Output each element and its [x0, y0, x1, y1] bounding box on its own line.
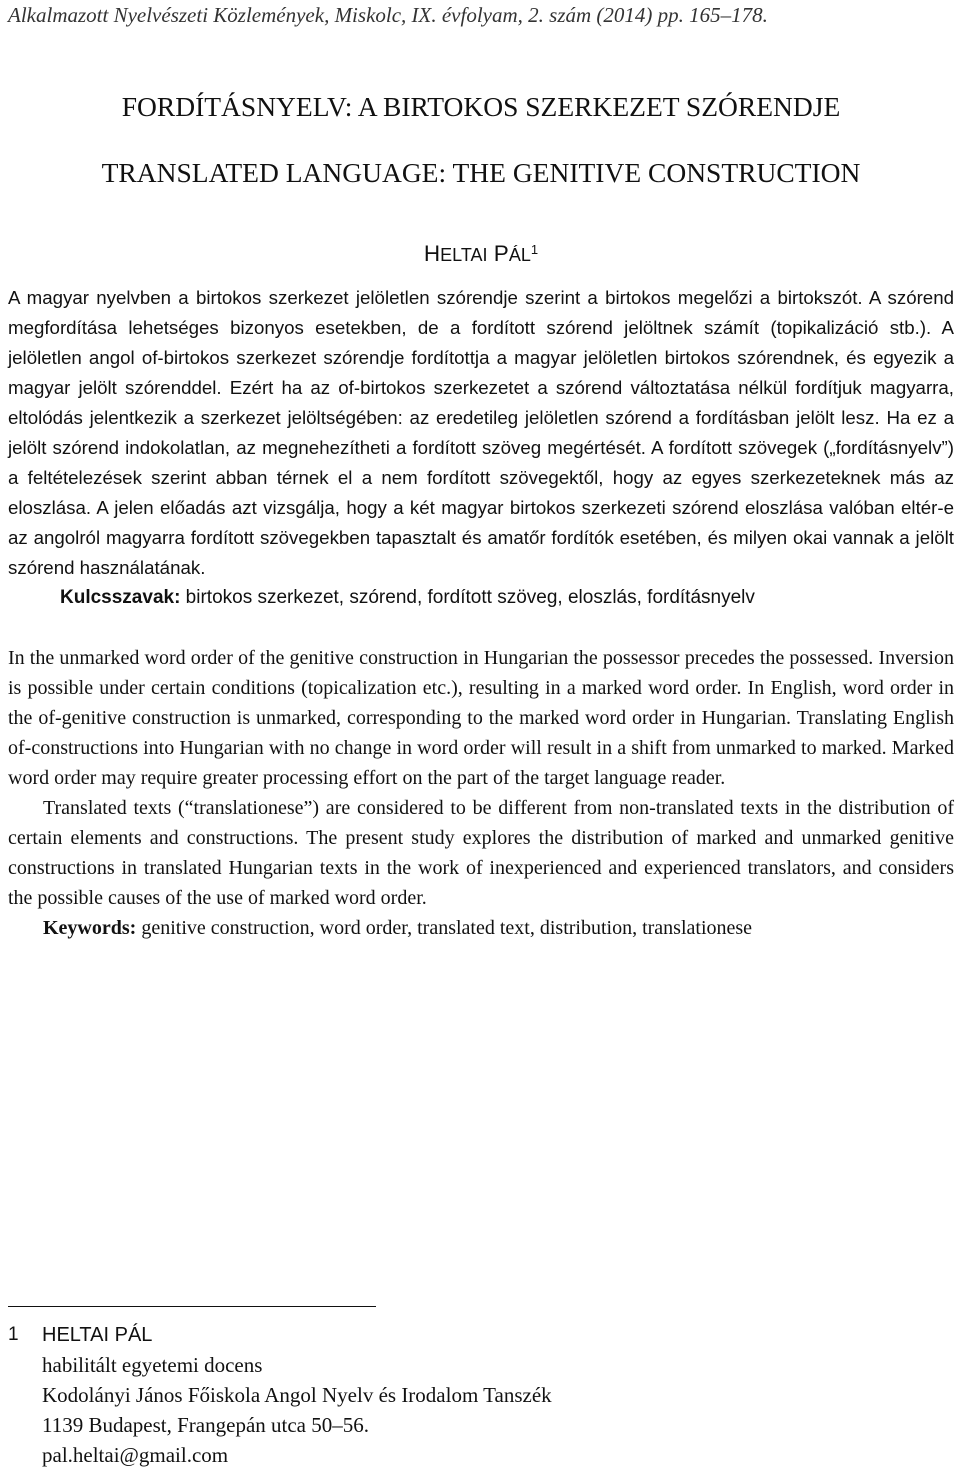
title-hungarian: FORDÍTÁSNYELV: A BIRTOKOS SZERKEZET SZÓRENDJE — [121, 91, 841, 122]
author-surname-initial: H — [423, 241, 441, 266]
footnote-divider — [8, 1306, 376, 1307]
footnote-email: pal.heltai@gmail.com — [42, 1443, 229, 1467]
abstract-english-paragraph-2: Translated texts (“translationese”) are considered to be different from non-translated texts in the distribution of certain elements and constructions. The present study explores the distribution of marked and unmarked genitive constructions in translated Hungarian texts in the work of inexperienced and experienced translators, and considers the possible causes of the use of marked word order. — [8, 797, 954, 909]
author-footnote-ref: 1 — [530, 242, 539, 257]
footnote-mark: 1 — [8, 1324, 19, 1345]
author-line — [8, 240, 954, 269]
title-english: TRANSLATED LANGUAGE: THE GENITIVE CONSTRUCTION — [101, 157, 861, 188]
footnote-author-name: HELTAI PÁL — [42, 1324, 153, 1346]
keywords-english — [8, 913, 954, 943]
keywords-english-label: Keywords: — [43, 917, 137, 939]
footnote-position: habilitált egyetemi docens — [42, 1353, 263, 1377]
abstract-english-paragraph-1: In the unmarked word order of the genitive construction in Hungarian the possessor precedes the possessed. Inversion is possible under certain conditions (topicalization etc.), resulting in a marked word order. In English, word order in the of-genitive construction is unmarked, corresponding to the marked word order in Hungarian. Translating English of-constructions into Hungarian with no change in word order will result in a shift from unmarked to marked. Marked word order may require greater processing effort on the part of the target language reader. — [8, 647, 954, 789]
abstract-hungarian-paragraph: A magyar nyelvben a birtokos szerkezet jelöletlen szórendje szerint a birtokos megelőzi a birtokszót. A szórend megfordítása lehetséges bizonyos esetekben, de a fordított szórend jelöltnek számít (topikalizáció stb.). A jelöletlen angol of-birtokos szerkezet szórendje fordítottja a magyar jelöletlen birtokos szórendnek, és egyezik a magyar jelölt szórenddel. Ezért ha az of-birtokos szerkezetet a szórend változtatása nélkül fordítjuk magyarra, eltolódás jelentkezik a szerkezet jelöltségében: az eredetileg jelöletlen szórend a fordításban jelölt lesz. Ha ez a jelölt szórend indokolatlan, az megnehezítheti a fordított szöveg megértését. A fordított szövegek („fordításnyelv”) a feltételezések szerint abban térnek el a nem fordított szövegektől, hogy az egyes szerkezeteknek más az eloszlása. A jelen előadás azt vizsgálja, hogy a két magyar birtokos szerkezeti szórend eloszlása valóban eltér-e az angolról magyarra fordított szövegekben tapasztalt és amatőr fordítók esetében, és milyen okai vannak a jelölt szórend használatának. — [8, 287, 954, 578]
keywords-english-text: genitive construction, word order, translated text, distribution, translationese — [136, 917, 753, 939]
footnote-institution: Kodolányi János Főiskola Angol Nyelv és Irodalom Tanszék — [42, 1383, 552, 1407]
footnote-address: 1139 Budapest, Frangepán utca 50–56. — [42, 1413, 369, 1437]
keywords-hungarian-label: Kulcsszavak: — [60, 587, 181, 608]
journal-header: Alkalmazott Nyelvészeti Közlemények, Miskolc, IX. évfolyam, 2. szám (2014) pp. 165–178. — [8, 3, 768, 27]
keywords-hungarian-text: birtokos szerkezet, szórend, fordított szöveg, eloszlás, fordításnyelv — [180, 587, 755, 608]
footnote — [8, 1320, 552, 1470]
author-given-initial: P — [493, 241, 509, 266]
paper-page — [8, 0, 954, 943]
abstract-hungarian — [8, 283, 954, 613]
author-given-rest: ÁL — [508, 245, 531, 265]
abstract-english — [8, 643, 954, 943]
author-surname-rest: ELTAI — [440, 245, 488, 265]
keywords-hungarian — [8, 583, 954, 613]
